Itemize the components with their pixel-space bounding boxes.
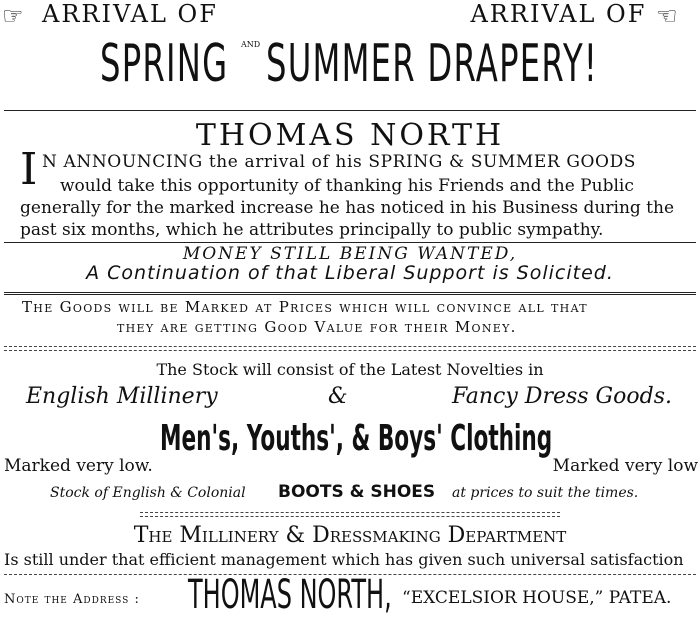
pointing-hand-right-icon: ☞ — [2, 2, 26, 30]
english-millinery: English Millinery — [26, 384, 218, 409]
rule-before-department — [140, 512, 560, 513]
excelsior-house: “EXCELSIOR HOUSE,” PATEA. — [402, 588, 672, 608]
address-name: THOMAS NORTH, — [188, 572, 392, 618]
dropcap: I — [20, 144, 38, 195]
rule-after-goods — [4, 346, 696, 347]
note-the-address: Note the Address : — [4, 592, 140, 607]
rule-under-header — [4, 110, 696, 111]
rule-before-department-2 — [140, 516, 560, 517]
merchant-name: THOMAS NORTH — [195, 118, 505, 153]
marked-low-right: Marked very low — [552, 456, 698, 476]
and-stacked: AND — [241, 40, 261, 49]
stock-english-colonial: Stock of English & Colonial — [50, 485, 246, 501]
announcement-line-2: would take this opportunity of thanking his Friends and the Public — [60, 176, 634, 196]
money-wanted: MONEY STILL BEING WANTED, — [182, 244, 518, 264]
goods-line-1: The Goods will be Marked at Prices which will convince all that — [22, 298, 588, 316]
pointing-hand-left-icon: ☜ — [656, 2, 680, 30]
goods-line-2: they are getting Good Value for their Money. — [117, 318, 517, 336]
boots-shoes: BOOTS & SHOES — [278, 482, 436, 502]
millinery-department: The Millinery & Dressmaking Department — [133, 523, 567, 548]
still-under-management: Is still under that efficient management which has given such universal satisfaction — [4, 550, 684, 569]
arrival-left-text: ARRIVAL OF — [42, 0, 218, 28]
announcement-line-3: generally for the marked increase he has noticed in his Business during the — [20, 198, 675, 218]
marked-low-left: Marked very low. — [4, 456, 153, 476]
spring-heading: SPRING — [100, 34, 229, 94]
stock-intro: The Stock will consist of the Latest Novelties in — [156, 360, 544, 379]
fancy-dress-goods: Fancy Dress Goods. — [452, 384, 672, 409]
prices-suit-times: at prices to suit the times. — [452, 485, 639, 501]
rule-after-paragraph — [4, 242, 696, 243]
arrival-right-text: ARRIVAL OF — [470, 0, 647, 28]
rule-before-goods — [4, 292, 696, 295]
ampersand: & — [328, 384, 348, 409]
continuation-line: A Continuation of that Liberal Support is Solicited. — [86, 262, 614, 284]
arrival-right — [470, 0, 696, 30]
announcement-line-1: N ANNOUNCING the arrival of his SPRING & SUMMER GOODS — [42, 152, 637, 172]
arrival-left — [2, 0, 218, 30]
announcement-line-4: past six months, which he attributes principally to public sympathy. — [20, 220, 604, 240]
summer-drapery-heading: SUMMER DRAPERY! — [266, 34, 599, 94]
clothing-heading: Men's, Youths', & Boys' Clothing — [160, 418, 553, 459]
rule-after-goods-2 — [4, 350, 696, 351]
